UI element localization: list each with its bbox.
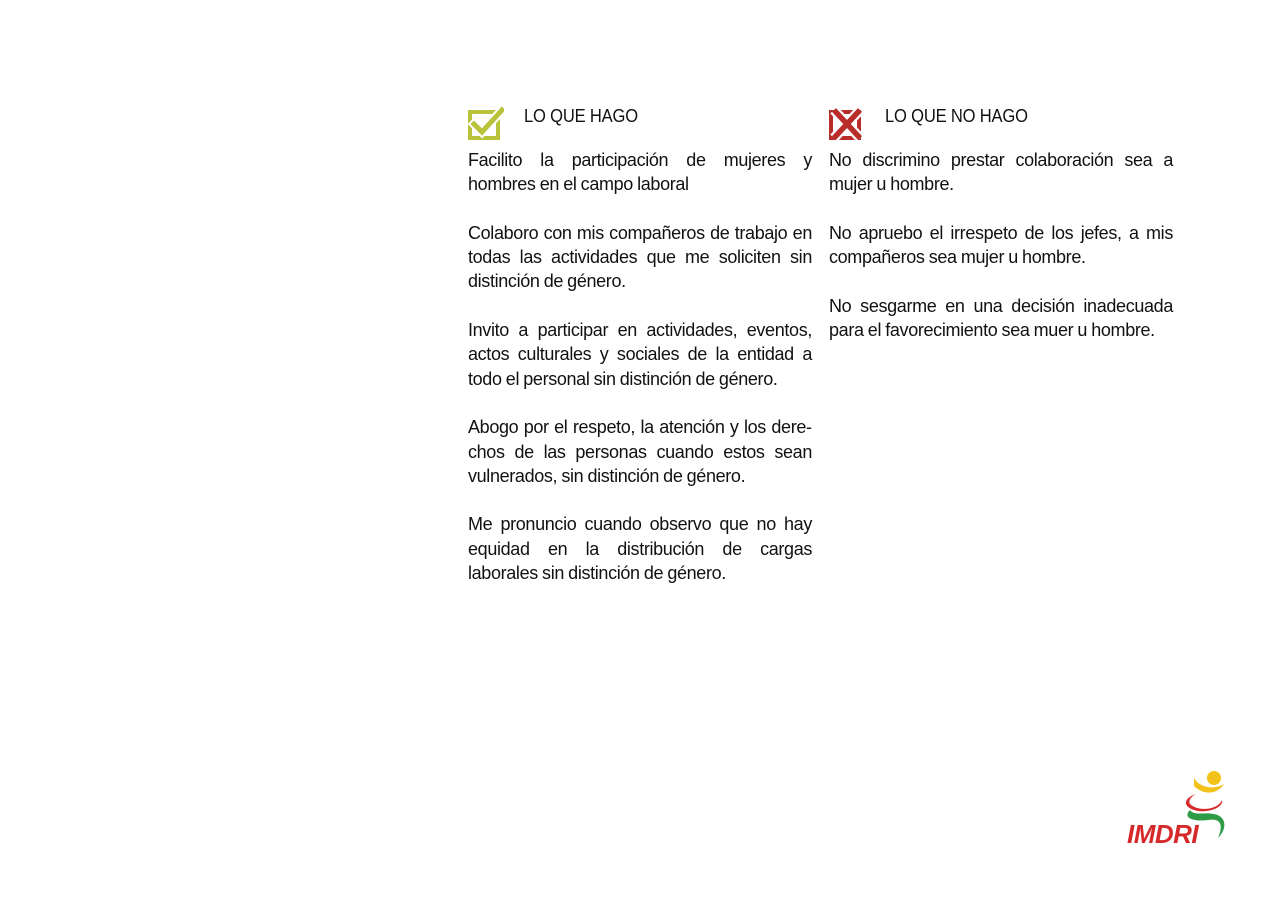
do-item: Facilito la participación de mujeres y hombres en el campo laboral [468, 150, 812, 195]
dont-item: No discrimino prestar colaboración sea a mujer u hombre. [829, 150, 1173, 195]
do-item: Invito a participar en actividades, eventos, actos culturales y sociales de la entidad a todo el personal sin distinción de género. [468, 320, 812, 389]
imdri-logo [1124, 766, 1228, 850]
do-item: Me pronuncio cuando observo que no hay equidad en la distribución de cargas laborales sin distinción de género. [468, 514, 812, 584]
do-item: Colaboro con mis compañeros de trabajo en todas las actividades que me soliciten sin distinción de género. [468, 222, 812, 292]
dont-column [829, 104, 1173, 367]
do-column-title: LO QUE HAGO [524, 106, 638, 126]
do-list [468, 148, 812, 585]
cross-icon [829, 106, 865, 142]
do-item: Abogo por el respeto, la atención y los derechos de las personas cuando estos sean vulnerados, sin distinción de género. [468, 417, 812, 486]
dont-list [829, 148, 1173, 342]
dont-column-header [829, 104, 1173, 148]
check-icon [468, 106, 504, 142]
dont-item: No sesgarme en una decisión inadecuada para el favorecimiento sea muer u hombre. [829, 295, 1173, 341]
do-column-header [468, 104, 812, 148]
logo-wordmark: IMDRI [1127, 819, 1199, 849]
do-column [468, 104, 812, 610]
dont-item: No apruebo el irrespeto de los jefes, a mis compañeros sea mujer u hombre. [829, 222, 1173, 268]
logo-red-swoosh [1186, 794, 1222, 811]
logo-head-mark [1207, 771, 1221, 785]
dont-column-title: LO QUE NO HAGO [885, 106, 1028, 126]
